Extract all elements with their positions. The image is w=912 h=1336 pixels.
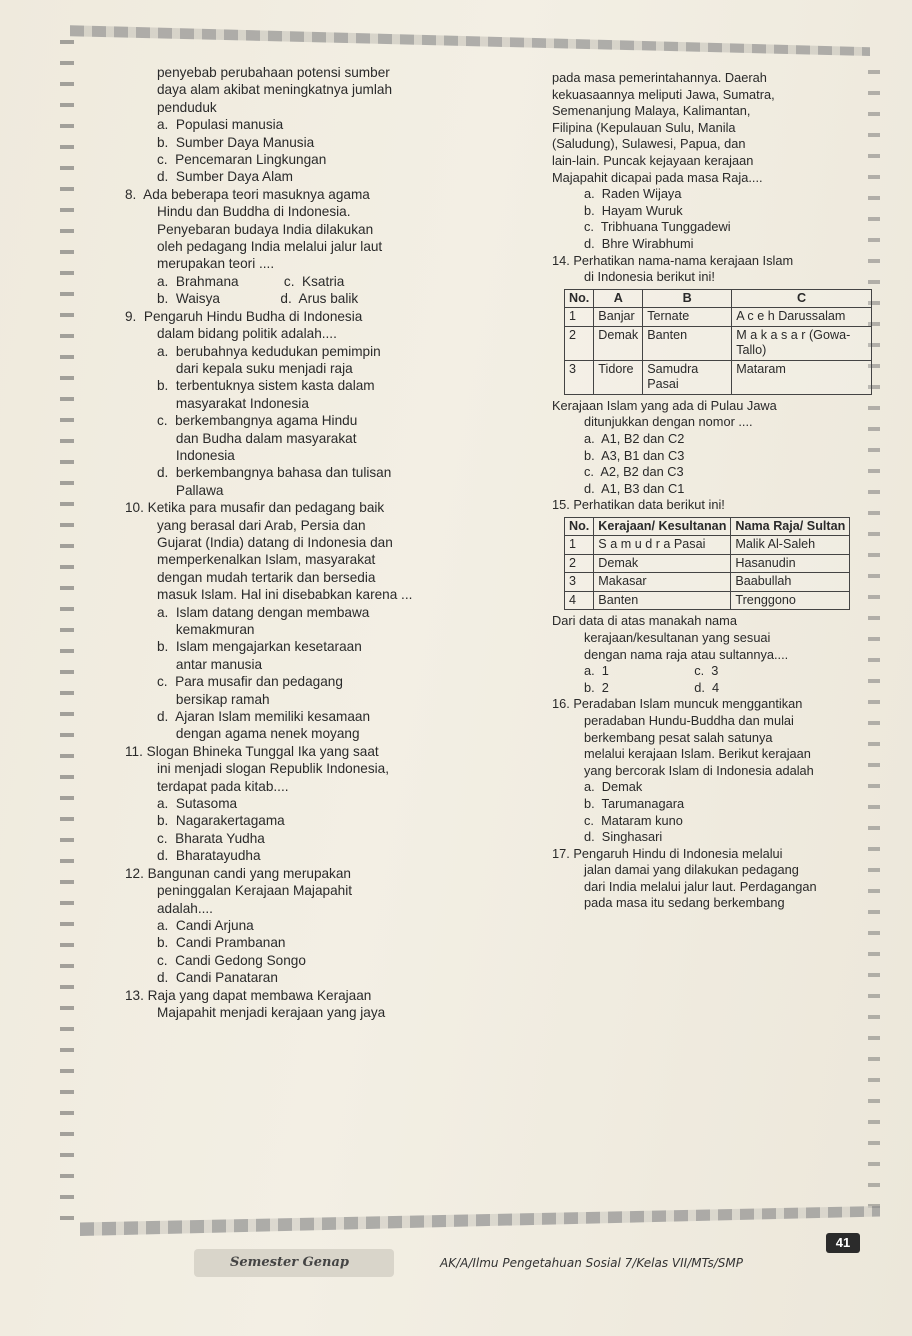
answer-option: a. Candi Arjuna [157,917,254,933]
answer-option: a. Sutasoma [157,796,238,812]
table-cell: Banten [643,326,732,360]
answer-option: a. Raden Wijaya [584,186,682,202]
question-text: 11. Slogan Bhineka Tunggal Ika yang saat [125,743,379,759]
table-cell: Ternate [643,308,732,327]
answer-option: dan Budha dalam masyarakat [157,430,357,446]
question-text: berkembang pesat salah satunya [584,729,773,745]
question-text: oleh pedagang India melalui jalur laut [157,239,383,255]
question-text: 10. Ketika para musafir dan pedagang baik [125,500,385,516]
question-text: 9. Pengaruh Hindu Budha di Indonesia [125,308,363,324]
question-text: kekuasaannya meliputi Jawa, Sumatra, [552,86,775,102]
question-text: di Indonesia berikut ini! [584,269,715,285]
answer-option: d. berkembangnya bahasa dan tulisan [157,465,392,481]
answer-option: c. Para musafir dan pedagang [157,674,343,690]
table-cell: Baabullah [731,573,850,592]
question-text: yang berasal dari Arab, Persia dan [157,517,366,533]
right-column [552,70,872,912]
binding-rings-left [60,40,74,1220]
answer-option: d. Sumber Daya Alam [157,169,293,185]
table-row [565,554,850,573]
answer-option: a. A1, B2 dan C2 [584,430,685,446]
table-cell: 3 [565,360,594,394]
question-text: ini menjadi slogan Republik Indonesia, [157,761,389,777]
answer-option: c. Bharata Yudha [157,830,265,846]
question-text: jalan damai yang dilakukan pedagang [584,862,799,878]
question-text: 15. Perhatikan data berikut ini! [552,497,725,513]
answer-option: d. Bhre Wirabhumi [584,235,694,251]
question-text: dalam bidang politik adalah.... [157,326,337,342]
table-cell: 3 [565,573,594,592]
footer-book-info: AK/A/Ilmu Pengetahuan Sosial 7/Kelas VII/MTs/SMP [440,1256,744,1270]
answer-option: dari kepala suku menjadi raja [157,360,353,376]
answer-option: b. 2 d. 4 [584,679,720,695]
answer-option: kemakmuran [157,622,255,637]
table-row [565,360,872,394]
answer-option: c. A2, B2 dan C3 [584,464,684,480]
table-cell: Demak [594,326,643,360]
answer-option: c. Mataram kuno [584,812,683,828]
table-cell: Banten [594,591,731,610]
answer-option: b. terbentuknya sistem kasta dalam [157,378,375,394]
answer-option: b. Nagarakertagama [157,813,285,829]
answer-option: c. Candi Gedong Songo [157,952,306,968]
question-text: lain-lain. Puncak kejayaan kerajaan [552,152,754,168]
answer-option: d. Singhasari [584,829,663,845]
answer-option: c. Pencemaran Lingkungan [157,152,327,168]
footer-semester-label: Semester Genap [194,1249,394,1277]
sultan-table [564,517,850,611]
table-header-cell: B [643,289,732,308]
decorative-chain-top [70,12,870,56]
answer-option: d. Bharatayudha [157,848,261,864]
answer-option: Pallawa [157,482,224,498]
answer-option: a. Demak [584,779,643,795]
question-text: pada masa pemerintahannya. Daerah [552,70,767,85]
question-text: 16. Peradaban Islam muncuk menggantikan [552,696,803,712]
table-row [565,326,872,360]
answer-option: b. A3, B1 dan C3 [584,447,685,463]
answer-option: d. Ajaran Islam memiliki kesamaan [157,709,371,725]
question-text: 14. Perhatikan nama-nama kerajaan Islam [552,252,794,268]
table-cell: A c e h Darussalam [732,308,872,327]
question-text: 12. Bangunan candi yang merupakan [125,865,351,881]
question-text: Dari data di atas manakah nama [552,613,737,629]
answer-option: b. Waisya d. Arus balik [157,291,359,307]
question-text: Majapahit dicapai pada masa Raja.... [552,169,763,185]
answer-option: a. Populasi manusia [157,117,284,133]
table-header-cell: A [594,289,643,308]
table-cell: 2 [565,554,594,573]
question-text: Majapahit menjadi kerajaan yang jaya [157,1004,386,1020]
answer-option: c. berkembangnya agama Hindu [157,413,358,429]
table-cell: Mataram [732,360,872,394]
table-cell: Makasar [594,573,731,592]
table-row [565,591,850,610]
question-text: peradaban Hundu-Buddha dan mulai [584,712,794,728]
decorative-chain-bottom [80,1206,880,1236]
table-cell: 2 [565,326,594,360]
table-cell: Hasanudin [731,554,850,573]
left-column [125,64,485,1021]
table-cell: Tidore [594,360,643,394]
table-header-cell: No. [565,517,594,536]
question-text: penduduk [157,99,217,115]
answer-option: a. berubahnya kedudukan pemimpin [157,343,381,359]
question-text: Kerajaan Islam yang ada di Pulau Jawa [552,397,777,413]
question-text: memperkenalkan Islam, masyarakat [157,552,376,568]
answer-option: b. Candi Prambanan [157,935,286,951]
question-text: daya alam akibat meningkatnya jumlah [157,82,393,98]
answer-option: a. 1 c. 3 [584,663,719,679]
table-cell: M a k a s a r (Gowa-Tallo) [732,326,872,360]
page-number: 41 [826,1233,860,1253]
question-text: Filipina (Kepulauan Sulu, Manila [552,119,736,135]
answer-option: d. A1, B3 dan C1 [584,480,685,496]
table-cell: 4 [565,591,594,610]
table-cell: S a m u d r a Pasai [594,536,731,555]
question-text: 8. Ada beberapa teori masuknya agama [125,186,370,202]
question-text: (Saludung), Sulawesi, Papua, dan [552,136,746,152]
table-header-cell: No. [565,289,594,308]
answer-option: b. Sumber Daya Manusia [157,134,315,150]
table-header-cell: Nama Raja/ Sultan [731,517,850,536]
answer-option: c. Tribhuana Tunggadewi [584,219,731,235]
answer-option: b. Tarumanagara [584,795,685,811]
answer-option: b. Hayam Wuruk [584,202,683,218]
answer-option: dengan agama nenek moyang [157,726,360,742]
answer-option: d. Candi Panataran [157,970,278,986]
answer-option: masyarakat Indonesia [157,395,309,411]
question-text: terdapat pada kitab.... [157,778,289,794]
question-text: adalah.... [157,900,213,916]
answer-option: a. Islam datang dengan membawa [157,604,370,620]
question-text: merupakan teori .... [157,256,275,272]
question-text: Penyebaran budaya India dilakukan [157,221,374,237]
table-row [565,308,872,327]
table-row [565,573,850,592]
question-text: 17. Pengaruh Hindu di Indonesia melalui [552,845,783,861]
question-text: ditunjukkan dengan nomor .... [584,414,753,430]
question-text: melalui kerajaan Islam. Berikut kerajaan [584,746,811,762]
kingdom-table [564,289,872,395]
answer-option: bersikap ramah [157,691,270,707]
question-text: peninggalan Kerajaan Majapahit [157,883,352,899]
question-text: dengan nama raja atau sultannya.... [584,646,789,662]
answer-option: Indonesia [157,447,235,463]
answer-option: antar manusia [157,656,263,672]
table-cell: Demak [594,554,731,573]
table-cell: Banjar [594,308,643,327]
question-text: dari India melalui jalur laut. Perdagangan [584,878,817,894]
table-cell: Samudra Pasai [643,360,732,394]
question-text: yang bercorak Islam di Indonesia adalah [584,762,814,778]
table-header-cell: C [732,289,872,308]
answer-option: a. Brahmana c. Ksatria [157,273,345,289]
table-header-cell: Kerajaan/ Kesultanan [594,517,731,536]
question-text: penyebab perubahaan potensi sumber [157,65,390,80]
question-text: Gujarat (India) datang di Indonesia dan [157,534,393,550]
answer-option: b. Islam mengajarkan kesetaraan [157,639,362,655]
question-text: masuk Islam. Hal ini disebabkan karena ... [157,587,413,603]
question-text: Hindu dan Buddha di Indonesia. [157,204,351,220]
table-cell: Malik Al-Saleh [731,536,850,555]
question-text: dengan mudah tertarik dan bersedia [157,569,376,585]
table-cell: Trenggono [731,591,850,610]
table-row [565,536,850,555]
table-cell: 1 [565,536,594,555]
question-text: Semenanjung Malaya, Kalimantan, [552,103,751,119]
question-text: 13. Raja yang dapat membawa Kerajaan [125,987,372,1003]
table-cell: 1 [565,308,594,327]
question-text: pada masa itu sedang berkembang [584,895,785,911]
question-text: kerajaan/kesultanan yang sesuai [584,629,771,645]
